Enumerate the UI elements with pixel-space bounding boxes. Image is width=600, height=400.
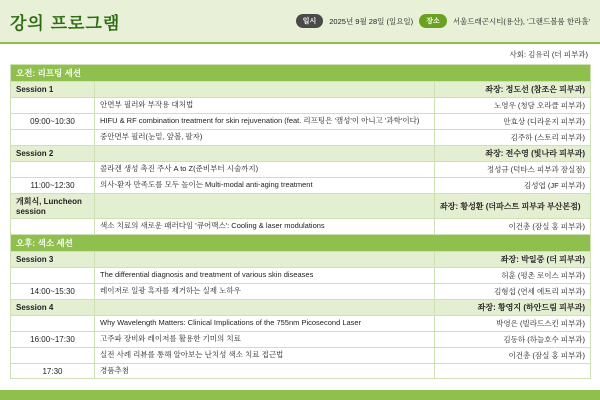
- row-time: 11:00~12:30: [11, 178, 95, 194]
- row-time: 16:00~17:30: [11, 332, 95, 348]
- program-table: [10, 64, 591, 379]
- special-session-label: 개회식, Luncheon session: [11, 194, 95, 219]
- moderator-line: [0, 44, 600, 64]
- table-row: [11, 284, 591, 300]
- table-row: [11, 316, 591, 332]
- program-table-body: [11, 65, 591, 379]
- row-topic: 중안면부 필러(눈밑, 앞볼, 팔자): [95, 130, 435, 146]
- row-speaker: 정성규 (덕타스 피부과 잠실점): [435, 162, 591, 178]
- row-topic: 안면부 필러와 부작용 대처법: [95, 98, 435, 114]
- row-speaker: 허훈 (평촌 로이스 피부과): [435, 268, 591, 284]
- special-session-chair: 좌장: 황성환 (더파스트 피부과 부산본점): [435, 194, 591, 219]
- session-label: Session 4: [11, 300, 95, 316]
- session-label: Session 3: [11, 252, 95, 268]
- table-row: [11, 364, 591, 379]
- row-speaker: 김형섭 (연세 에트리 피부과): [435, 284, 591, 300]
- date-pill: 일시: [296, 14, 324, 28]
- row-time: 17:30: [11, 364, 95, 379]
- page-header: [0, 0, 600, 44]
- table-row: [11, 332, 591, 348]
- place-pill: 장소: [419, 14, 447, 28]
- moderator-label: 사회: 김유리 (더 피부과): [509, 49, 588, 59]
- session-chair: 좌장: 전수영 (빛나라 피부과): [435, 146, 591, 162]
- row-time: [11, 130, 95, 146]
- row-time: [11, 98, 95, 114]
- session-chair: 좌장: 황영지 (하안드림 피부과): [435, 300, 591, 316]
- session-spacer: [95, 252, 435, 268]
- session-spacer: [95, 82, 435, 98]
- row-speaker: 노영우 (청담 오라클 피부과): [435, 98, 591, 114]
- section-header-row: [11, 235, 591, 252]
- row-time: 09:00~10:30: [11, 114, 95, 130]
- special-session-row: [11, 194, 591, 219]
- row-time: [11, 162, 95, 178]
- table-row: [11, 162, 591, 178]
- row-time: [11, 316, 95, 332]
- table-row: [11, 348, 591, 364]
- row-speaker: 박영은 (빌라드스킨 피부과): [435, 316, 591, 332]
- table-row: [11, 130, 591, 146]
- session-label: Session 2: [11, 146, 95, 162]
- row-topic: 레이저로 일광 흑자를 제거하는 실제 노하우: [95, 284, 435, 300]
- section-header-row: [11, 65, 591, 82]
- session-spacer: [95, 300, 435, 316]
- page-title: 강의 프로그램: [10, 13, 121, 33]
- session-spacer: [95, 146, 435, 162]
- row-time: [11, 219, 95, 235]
- row-topic: 고주파 장비와 레이저를 활용한 기미의 치료: [95, 332, 435, 348]
- table-row: [11, 98, 591, 114]
- row-topic: 콜라겐 생성 촉진 주사 A to Z(준비부터 시술까지): [95, 162, 435, 178]
- row-speaker: 이건총 (잠실 홍 피부과): [435, 348, 591, 364]
- table-row: [11, 114, 591, 130]
- row-speaker: 이건총 (잠실 홍 피부과): [435, 219, 591, 235]
- session-header-row: [11, 252, 591, 268]
- session-header-row: [11, 82, 591, 98]
- table-row: [11, 178, 591, 194]
- header-meta: [296, 14, 590, 28]
- section-header-label: 오후: 색소 세션: [11, 235, 591, 252]
- table-row: [11, 219, 591, 235]
- session-header-row: [11, 300, 591, 316]
- section-header-label: 오전: 리프팅 세션: [11, 65, 591, 82]
- row-speaker: 김동하 (하늘호수 피부과): [435, 332, 591, 348]
- special-session-topic: [95, 194, 435, 219]
- row-topic: Why Wavelength Matters: Clinical Implications of the 755nm Picosecond Laser: [95, 316, 435, 332]
- session-chair: 좌장: 박일중 (더 피부과): [435, 252, 591, 268]
- place-text: 서울드래곤시티(용산), '그랜드볼룸 한라홀': [452, 16, 590, 26]
- table-row: [11, 268, 591, 284]
- footer-bar: [0, 390, 600, 400]
- row-topic: 경품추첨: [95, 364, 435, 379]
- date-text: 2025년 9월 28일 (일요일): [329, 16, 414, 26]
- row-topic: 색소 치료의 새로운 패러다임 '큐어맥스': Cooling & laser modulations: [95, 219, 435, 235]
- row-time: [11, 348, 95, 364]
- row-speaker: 김성엽 (JF 피부과): [435, 178, 591, 194]
- row-time: [11, 268, 95, 284]
- row-topic: The differential diagnosis and treatment of various skin diseases: [95, 268, 435, 284]
- row-topic: 의사-환자 만족도를 모두 높이는 Multi-modal anti-aging treatment: [95, 178, 435, 194]
- row-topic: HIFU & RF combination treatment for skin rejuvenation (feat. 리프팅은 '캠성'이 아니고 '과학'이다): [95, 114, 435, 130]
- row-topic: 실전 사례 리뷰를 통해 알아보는 난치성 색소 치료 접근법: [95, 348, 435, 364]
- row-speaker: [435, 364, 591, 379]
- session-label: Session 1: [11, 82, 95, 98]
- session-header-row: [11, 146, 591, 162]
- row-speaker: 김주하 (스토리 피부과): [435, 130, 591, 146]
- session-chair: 좌장: 정도선 (참조은 피부과): [435, 82, 591, 98]
- row-time: 14:00~15:30: [11, 284, 95, 300]
- row-speaker: 안효상 (디라운지 피부과): [435, 114, 591, 130]
